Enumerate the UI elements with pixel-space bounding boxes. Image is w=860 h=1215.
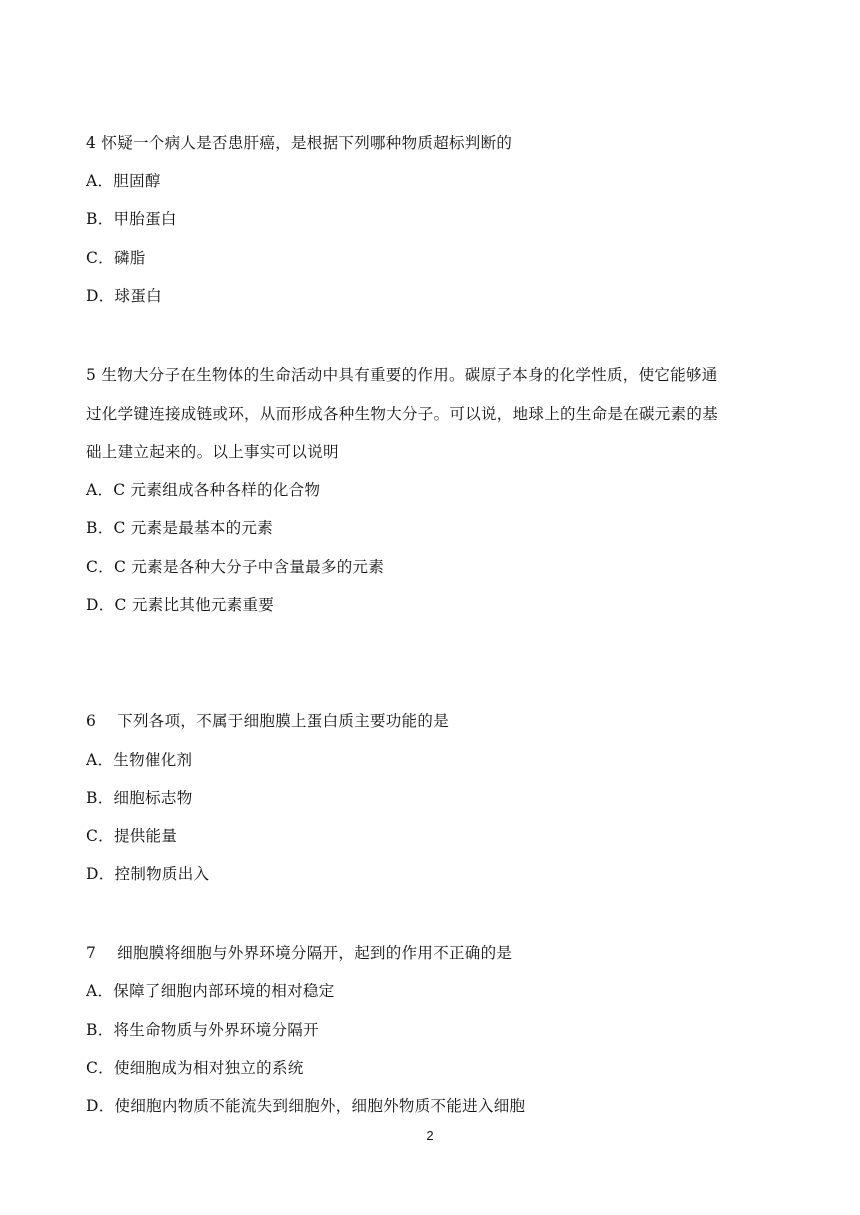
question-6-option-d: D．控制物质出入 bbox=[86, 865, 210, 883]
question-5-stem-line-3: 础上建立起来的。以上事实可以说明 bbox=[86, 443, 339, 461]
question-7-option-c: C．使细胞成为相对独立的系统 bbox=[86, 1059, 304, 1077]
question-7-option-d: D．使细胞内物质不能流失到细胞外，细胞外物质不能进入细胞 bbox=[86, 1097, 526, 1115]
question-4-option-d: D．球蛋白 bbox=[86, 287, 162, 305]
question-5-option-c: C．C 元素是各种大分子中含量最多的元素 bbox=[86, 558, 385, 576]
question-6-option-b: B．细胞标志物 bbox=[86, 789, 193, 807]
question-4-option-a: A．胆固醇 bbox=[86, 172, 161, 190]
question-5-option-b: B．C 元素是最基本的元素 bbox=[86, 519, 274, 537]
question-7-stem: 7 细胞膜将细胞与外界环境分隔开，起到的作用不正确的是 bbox=[86, 944, 513, 962]
page-number: 2 bbox=[426, 1128, 434, 1143]
question-5-stem-line-2: 过化学键连接成链或环，从而形成各种生物大分子。可以说，地球上的生命是在碳元素的基 bbox=[86, 405, 719, 423]
question-4-stem: 4 怀疑一个病人是否患肝癌，是根据下列哪种物质超标判断的 bbox=[86, 134, 513, 152]
question-7-option-a: A．保障了细胞内部环境的相对稳定 bbox=[86, 982, 335, 1000]
question-6-option-a: A．生物催化剂 bbox=[86, 751, 193, 769]
question-5-option-d: D．C 元素比其他元素重要 bbox=[86, 596, 275, 614]
question-5-stem-line-1: 5 生物大分子在生物体的生命活动中具有重要的作用。碳原子本身的化学性质，使它能够通 bbox=[86, 366, 718, 384]
question-5-option-a: A．C 元素组成各种各样的化合物 bbox=[86, 481, 321, 499]
question-7-option-b: B．将生命物质与外界环境分隔开 bbox=[86, 1021, 319, 1039]
question-6-stem: 6 下列各项，不属于细胞膜上蛋白质主要功能的是 bbox=[86, 712, 449, 730]
question-4-option-c: C．磷脂 bbox=[86, 249, 146, 267]
question-6-option-c: C．提供能量 bbox=[86, 827, 178, 845]
question-4-option-b: B．甲胎蛋白 bbox=[86, 210, 177, 228]
